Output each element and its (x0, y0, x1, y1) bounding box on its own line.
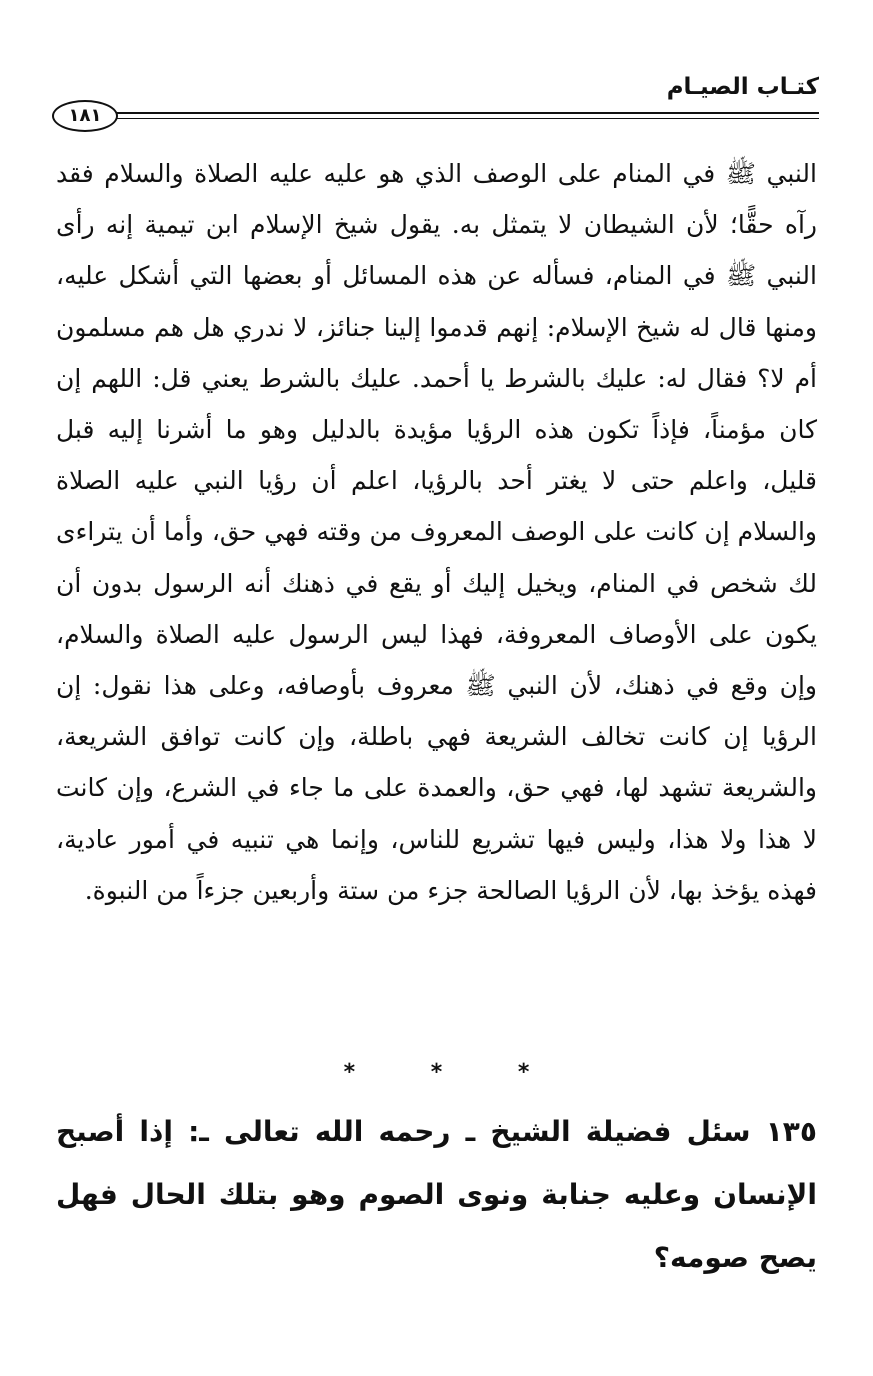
question-block (56, 1100, 817, 1289)
section-separator: * * * (343, 1060, 564, 1085)
body-paragraph: النبي ﷺ في المنام على الوصف الذي هو عليه عليه الصلاة والسلام فقد رآه حقًّا؛ لأن الشيطان لا يتمثل به. يقول شيخ الإسلام ابن تيمية إنه رأى النبي ﷺ في المنام، فسأله عن هذه المسائل أو بعضها التي أشكل عليه، ومنها قال له شيخ الإسلام: إنهم قدموا إلينا جنائز، لا ندري هل هم مسلمون أم لا؟ فقال له: عليك بالشرط يا أحمد. عليك بالشرط يعني قل: اللهم إن كان مؤمناً، فإذاً تكون هذه الرؤيا مؤيدة بالدليل وهو ما أشرنا إليه قبل قليل، واعلم حتى لا يغتر أحد بالرؤيا، اعلم أن رؤيا النبي عليه الصلاة والسلام إن كانت على الوصف المعروف من وقته فهي حق، وأما أن يتراءى لك شخص في المنام، ويخيل إليك أو يقع في ذهنك أنه الرسول بدون أن يكون على الأوصاف المعروفة، فهذا ليس الرسول عليه الصلاة والسلام، وإن وقع في ذهنك، لأن النبي ﷺ معروف بأوصافه، وعلى هذا نقول: إن الرؤيا إن كانت تخالف الشريعة فهي باطلة، وإن كانت توافق الشريعة، والشريعة تشهد لها، فهي حق، والعمدة على ما جاء في الشرع، وإن كانت لا هذا ولا هذا، وليس فيها تشريع للناس، وإنما هي تنبيه في أمور عادية، فهذه يؤخذ بها، لأن الرؤيا الصالحة جزء من ستة وأربعين جزءاً من النبوة. (56, 159, 817, 905)
header-rule-thick (112, 112, 819, 114)
page-number: ١٨١ (52, 100, 118, 132)
body-text (56, 148, 817, 916)
running-title: كتـاب الصيـام (666, 74, 819, 100)
header-rule-thin (112, 118, 819, 119)
page-header (52, 70, 819, 130)
question-text: ١٣٥ سئل فضيلة الشيخ ـ رحمه الله تعالى ـ: إذا أصبح الإنسان وعليه جنابة ونوى الصوم وهو بتلك الحال فهل يصح صومه؟ (56, 1115, 817, 1274)
